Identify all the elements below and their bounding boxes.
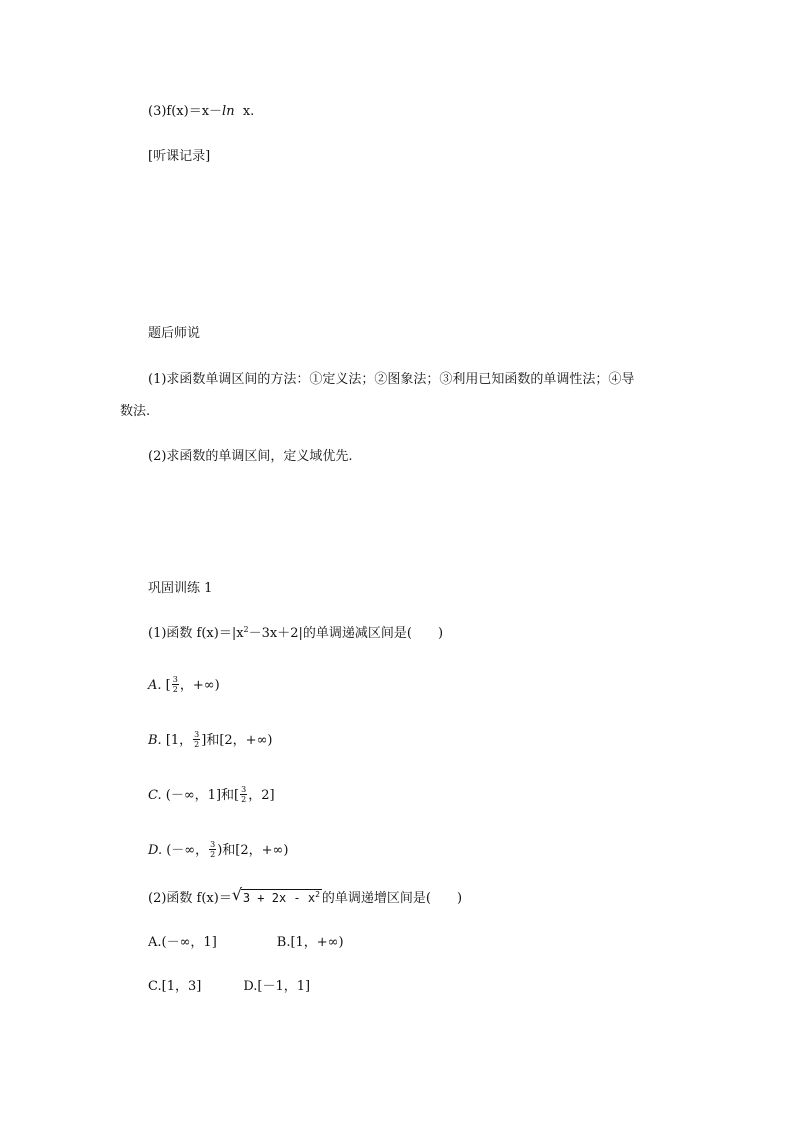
- sqrt-radicand: [241, 889, 322, 906]
- question-3: [148, 103, 254, 121]
- option-b-label: B.: [148, 733, 162, 748]
- tips-item-1-line-1: (1)求函数单调区间的方法：①定义法；②图象法；③利用已知函数的单调性法；④导: [148, 372, 635, 387]
- practice-q2-option-c: C.[1，3]: [148, 979, 202, 994]
- option-c-frac-num: 3: [241, 785, 247, 794]
- question-3-suffix: x.: [242, 104, 255, 119]
- option-a-frac-num: 3: [172, 675, 178, 684]
- option-b-post: ]和[2，+∞): [201, 733, 273, 748]
- option-d-label: D.: [148, 843, 163, 858]
- practice-q2-stem: [148, 885, 463, 908]
- option-c-pre: (－∞，1]和[: [165, 788, 240, 803]
- practice-q2-options-ab: [148, 934, 344, 952]
- practice-q1-stem-a: (1)函数 f(x)＝|x: [148, 626, 244, 641]
- question-3-prefix: (3)f(x)＝x－: [148, 104, 223, 119]
- notes-label: [听课记录]: [148, 149, 211, 164]
- practice-q1-stem-b: －3x＋2|的单调递减区间是( ): [248, 626, 444, 641]
- practice-q1-square: 2: [243, 625, 249, 634]
- practice-q2-option-d: D.[－1，1]: [243, 979, 311, 994]
- practice-q1-option-a: [148, 676, 220, 695]
- practice-q1-stem: [148, 625, 443, 643]
- practice-q1-option-d: [148, 841, 288, 860]
- practice-q2-option-b: B.[1，+∞): [276, 935, 344, 950]
- sqrt-radicand-sup: 2: [315, 890, 320, 899]
- option-a-label: A.: [148, 678, 162, 693]
- option-d-frac-den: 2: [210, 850, 216, 859]
- option-b-pre: [1，: [165, 733, 193, 748]
- practice-q1-option-c: [148, 786, 275, 805]
- question-3-ln: ln: [222, 104, 235, 119]
- option-b-frac-num: 3: [194, 730, 200, 739]
- option-a-post: ，+∞): [179, 678, 220, 693]
- option-d-frac-num: 3: [210, 840, 216, 849]
- option-a-pre: [: [165, 678, 171, 693]
- option-c-label: C.: [148, 788, 162, 803]
- option-b-fraction: [193, 730, 200, 749]
- practice-q2-stem-b: 的单调递增区间是( ): [321, 891, 463, 906]
- sqrt-expression: [231, 885, 322, 908]
- tips-item-2: (2)求函数的单调区间，定义域优先.: [148, 449, 353, 464]
- tips-item-1-line-2: 数法.: [120, 404, 151, 419]
- practice-q2-stem-a: (2)函数 f(x)＝: [148, 891, 232, 906]
- option-d-fraction: [209, 840, 216, 859]
- sqrt-sign-icon: √: [231, 885, 243, 904]
- option-b-frac-den: 2: [194, 740, 200, 749]
- option-d-post: )和[2，+∞): [217, 843, 289, 858]
- option-a-frac-den: 2: [172, 685, 178, 694]
- practice-q1-option-b: [148, 731, 272, 750]
- option-d-pre: (－∞，: [166, 843, 209, 858]
- tips-heading: 题后师说: [148, 326, 201, 341]
- practice-heading: 巩固训练 1: [148, 581, 213, 596]
- option-c-post: ，2]: [248, 788, 275, 803]
- practice-q2-options-cd: [148, 978, 310, 996]
- sqrt-radicand-text: 3 + 2x - x: [242, 891, 316, 905]
- option-a-fraction: [172, 675, 179, 694]
- practice-q2-option-a: A.(－∞，1]: [148, 935, 217, 950]
- option-c-frac-den: 2: [241, 795, 247, 804]
- option-c-fraction: [240, 785, 247, 804]
